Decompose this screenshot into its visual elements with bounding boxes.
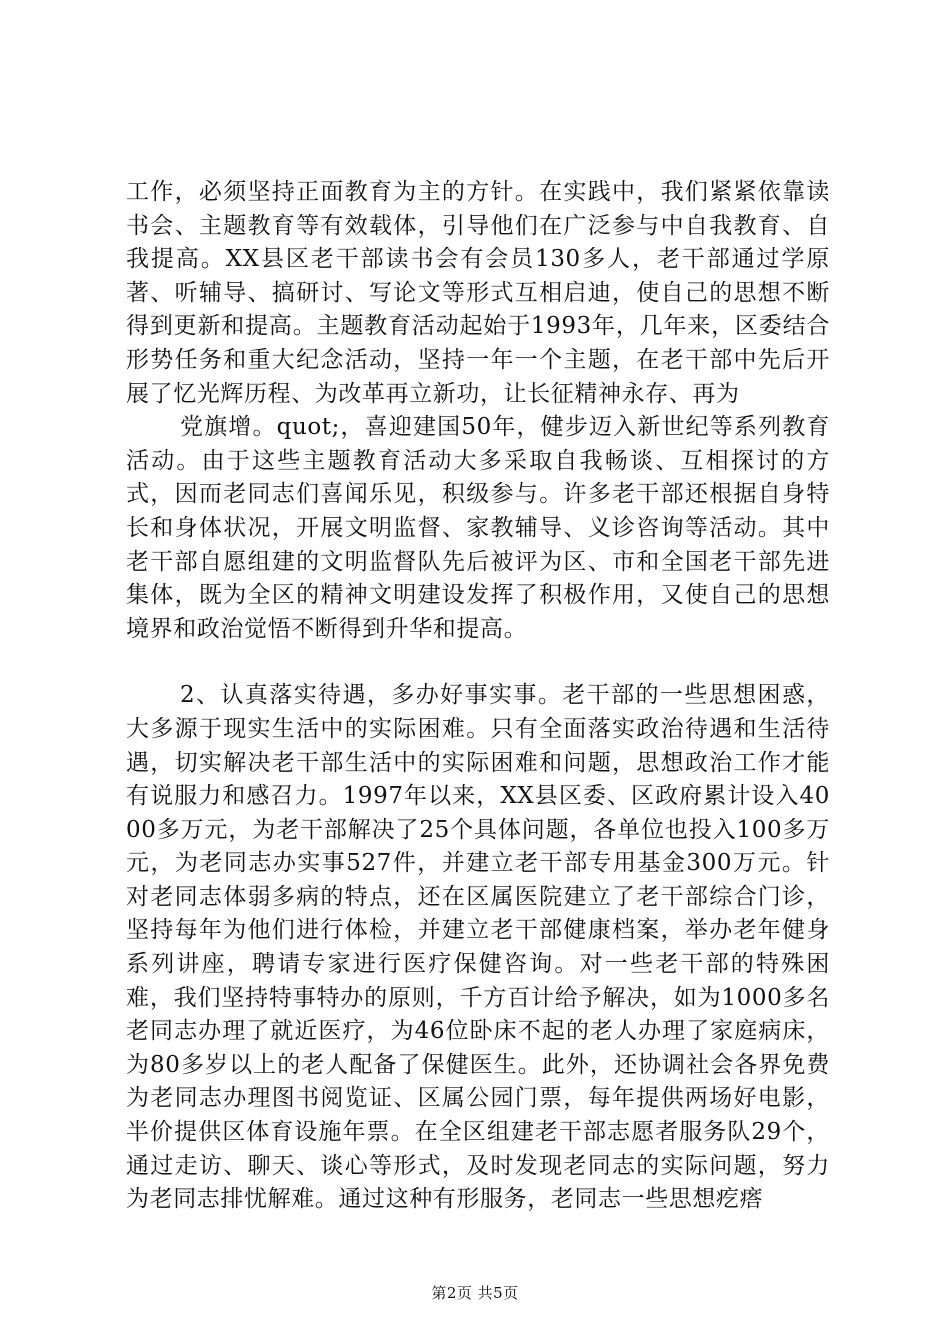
paragraph-1: 工作，必须坚持正面教育为主的方针。在实践中，我们紧紧依靠读书会、主题教育等有效载体，引导他们在广泛参与中自我教育、自我提高。XX县区老干部读书会有会员130多人，老干部通过学原著、听辅导、搞研讨、写论文等形式互相启迪，使自己的思想不断得到更新和提高。主题教育活动起始于1993年，几年来，区委结合形势任务和重大纪念活动，坚持一年一个主题，在老干部中先后开展了忆光辉历程、为改革再立新功，让长征精神永存、再为 — [126, 179, 830, 407]
paragraph-gap — [126, 646, 830, 679]
page-footer: 第2页 共5页 — [431, 1284, 519, 1302]
document-body — [126, 176, 830, 1217]
paragraph-3: 2、认真落实待遇，多办好事实事。老干部的一些思想困惑，大多源于现实生活中的实际困难。只有全面落实政治待遇和生活待遇，切实解决老干部生活中的实际困难和问题，思想政治工作才能有说服力和感召力。1997年以来，XX县区委、区政府累计设入4000多万元，为老干部解决了25个具体问题，各单位也投入100多万元，为老同志办实事527件，并建立老干部专用基金300万元。针对老同志体弱多病的特点，还在区属医院建立了老干部综合门诊，坚持每年为他们进行体检，并建立老干部健康档案，举办老年健身系列讲座，聘请专家进行医疗保健咨询。对一些老干部的特殊困难，我们坚持特事特办的原则，千方百计给予解决，如为1000多名老同志办理了就近医疗，为46位卧床不起的老人办理了家庭病床，为80多岁以上的老人配备了保健医生。此外，还协调社会各界免费为老同志办理图书阅览证、区属公园门票，每年提供两场好电影，半价提供区体育设施年票。在全区组建老干部志愿者服务队29个，通过走访、聊天、谈心等形式，及时发现老同志的实际问题，努力为老同志排忧解难。通过这种有形服务，老同志一些思想疙瘩 — [126, 682, 830, 1213]
paragraph-2: 党旗增。quot;，喜迎建国50年，健步迈入新世纪等系列教育活动。由于这些主题教育活动大多采取自我畅谈、互相探讨的方式，因而老同志们喜闻乐见，积级参与。许多老干部还根据自身特长和身体状况，开展文明监督、家教辅导、义诊咨询等活动。其中老干部自愿组建的文明监督队先后被评为区、市和全国老干部先进集体，既为全区的精神文明建设发挥了积极作用，又使自己的思想境界和政治觉悟不断得到升华和提高。 — [126, 414, 830, 642]
